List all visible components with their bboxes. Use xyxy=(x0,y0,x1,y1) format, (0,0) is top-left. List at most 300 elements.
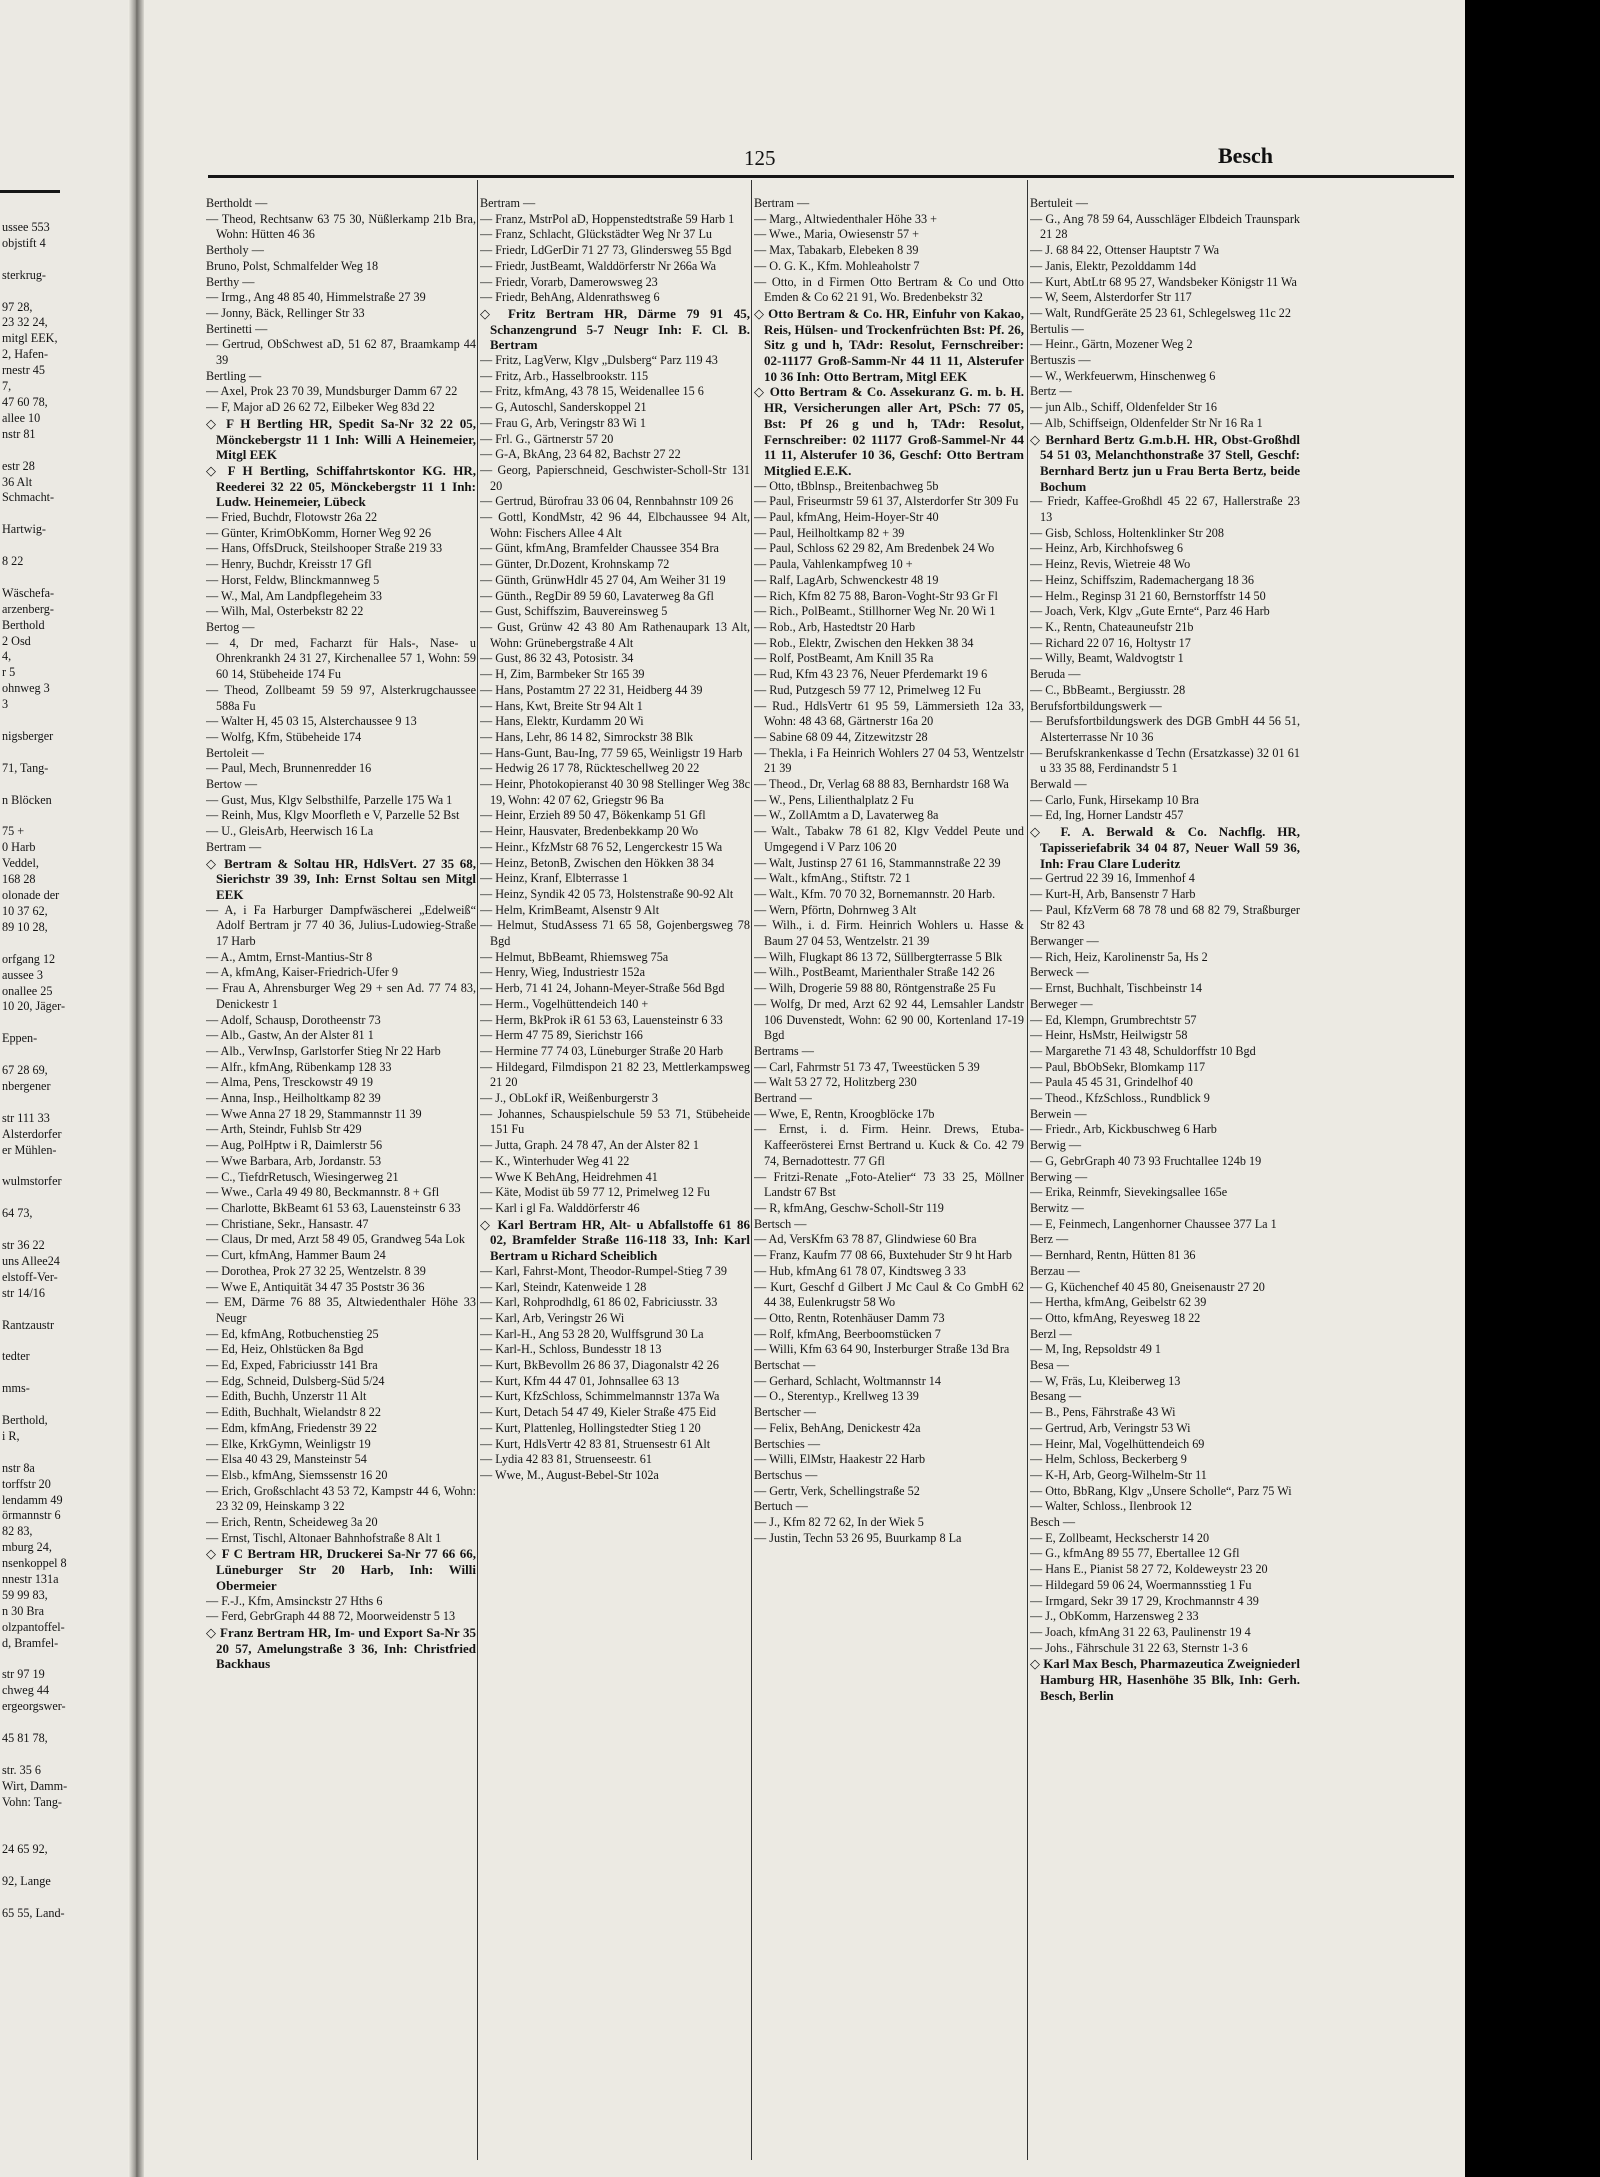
directory-entry: — Fritz, LagVerw, Klgv „Dulsberg“ Parz 119 43 xyxy=(480,353,718,368)
directory-entry: — Rob., Arb, Hastedtstr 20 Harb xyxy=(754,619,916,634)
left-page-line: 2, Hafen- xyxy=(2,347,49,362)
directory-entry: — Günter, KrimObKomm, Horner Weg 92 26 xyxy=(206,525,432,540)
left-page-line: objstift 4 xyxy=(2,235,46,250)
directory-entry: — Ed, Ing, Horner Landstr 457 xyxy=(1030,808,1184,823)
directory-entry: — Friedr., Arb, Kickbuschweg 6 Harb xyxy=(1030,1122,1217,1137)
directory-entry: — Walt., Kfm. 70 70 32, Bornemannstr. 20 Harb. xyxy=(754,886,996,901)
firm-entry: ◇ Otto Bertram & Co. HR, Einfuhr von Kakao, Reis, Hülsen- und Trockenfrüchten Bst: Pf. 26, Sitz g und h, TAdr: Resolut, Fernschreiber: 02-11177 Groß-Samm-Nr 44 11 11, Alsterufer 10 36 Inh: Otto Bertram, Mitgl EEK xyxy=(754,305,1024,384)
left-page-line: Alsterdorfer xyxy=(2,1126,62,1141)
left-page-line xyxy=(2,1222,127,1238)
firm-entry: ◇ Karl Max Besch, Pharmazeutica Zweigniederl Hamburg HR, Hasenhöhe 35 Blk, Inh: Gerh. Besch, Berlin xyxy=(1030,1656,1300,1703)
book-gutter xyxy=(128,0,144,2177)
directory-entry: — Margarethe 71 43 48, Schuldorffstr 10 Bgd xyxy=(1030,1043,1256,1058)
surname-heading: Beruda — xyxy=(1030,667,1081,682)
left-page-line: n 30 Bra xyxy=(2,1603,44,1618)
directory-entry: — Paul, Schloss 62 29 82, Am Bredenbek 24 Wo xyxy=(754,541,995,556)
left-page-line: Wirt, Damm- xyxy=(2,1778,68,1793)
left-page-line xyxy=(2,1890,127,1906)
directory-entry: — Rich., PolBeamt., Stillhorner Weg Nr. 20 Wi 1 xyxy=(754,604,996,619)
left-page-line: 0 Harb xyxy=(2,840,36,855)
directory-entry: — G., kfmAng 89 55 77, Ebertallee 12 Gfl xyxy=(1030,1546,1240,1561)
firm-entry: ◇ Karl Bertram HR, Alt- u Abfallstoffe 61 86 02, Bramfelder Straße 116-118 33, Inh: Karl Bertram u Richard Scheiblich xyxy=(480,1216,750,1264)
left-page-line: 23 32 24, xyxy=(2,315,48,330)
left-page-line: 89 10 28, xyxy=(2,919,48,934)
surname-heading: Berzau — xyxy=(1030,1263,1080,1278)
left-page-line: elstoff-Ver- xyxy=(2,1269,58,1284)
left-page-line xyxy=(2,252,127,268)
directory-entry: — Dorothea, Prok 27 32 25, Wentzelstr. 8 39 xyxy=(206,1263,426,1278)
surname-heading: Bertram — xyxy=(480,196,536,210)
left-page-line: nbergener xyxy=(2,1078,51,1093)
directory-entry: — Heinr., KfzMstr 68 76 52, Lengerckestr 15 Wa xyxy=(480,839,723,854)
left-page-line: orfgang 12 xyxy=(2,951,56,966)
directory-entry: — Heinr, Hausvater, Bredenbekkamp 20 Wo xyxy=(480,824,699,839)
directory-entry: — Günt, kfmAng, Bramfelder Chaussee 354 Bra xyxy=(480,541,719,556)
directory-entry: — Wwe, M., August-Bebel-Str 102a xyxy=(480,1467,659,1482)
directory-entry: — Heinr, Photokopieranst 40 30 98 Stellinger Weg 38c 19, Wohn: 42 07 62, Griegstr 96 Ba xyxy=(480,777,750,807)
left-page-line xyxy=(2,443,127,459)
directory-entry: — Janis, Elektr, Pezolddamm 14d xyxy=(1030,258,1197,273)
directory-entry: — G, GebrGraph 40 73 93 Fruchtallee 124b 19 xyxy=(1030,1153,1262,1168)
directory-entry: — Hildegard 59 06 24, Woermannsstieg 1 Fu xyxy=(1030,1577,1252,1592)
left-page-line xyxy=(2,1858,127,1874)
left-page-line xyxy=(2,1445,127,1461)
directory-entry: — Ad, VersKfm 63 78 87, Glindwiese 60 Bra xyxy=(754,1232,977,1247)
directory-entry: — Herm 47 75 89, Sierichstr 166 xyxy=(480,1028,643,1043)
directory-entry: — Claus, Dr med, Arzt 58 49 05, Grandweg 54a Lok xyxy=(206,1232,465,1247)
directory-entry: — Rich, Heiz, Karolinenstr 5a, Hs 2 xyxy=(1030,949,1208,964)
directory-entry: — J., ObLokf iR, Weißenburgerstr 3 xyxy=(480,1091,658,1106)
directory-entry: — Heinr, Mal, Vogelhüttendeich 69 xyxy=(1030,1436,1205,1451)
directory-entry: — Kurt, Plattenleg, Hollingstedter Stieg 1 20 xyxy=(480,1420,701,1435)
surname-heading: Berwitz — xyxy=(1030,1201,1084,1215)
directory-entry: — A, kfmAng, Kaiser-Friedrich-Ufer 9 xyxy=(206,965,398,980)
directory-entry: — Erich, Rentn, Scheideweg 3a 20 xyxy=(206,1515,378,1530)
directory-entry: — Gisb, Schloss, Holtenklinker Str 208 xyxy=(1030,525,1224,540)
directory-entry: — Bernhard, Rentn, Hütten 81 36 xyxy=(1030,1248,1196,1263)
directory-entry: — Heinz, Syndik 42 05 73, Holstenstraße 90-92 Alt xyxy=(480,886,734,901)
directory-column-3 xyxy=(754,196,1024,2161)
left-page-line: Rantzaustr xyxy=(2,1317,55,1332)
directory-entry: — K., Rentn, Chateauneufstr 21b xyxy=(1030,619,1194,634)
left-page-line xyxy=(2,1715,127,1731)
directory-entry: — Edith, Buchhalt, Wielandstr 8 22 xyxy=(206,1405,381,1420)
left-page-line xyxy=(2,284,127,300)
left-page-line xyxy=(2,1333,127,1349)
left-page-line: 47 60 78, xyxy=(2,394,48,409)
surname-heading: Bertog — xyxy=(206,619,255,634)
directory-entry: — Johannes, Schauspielschule 59 53 71, Stübeheide 151 Fu xyxy=(480,1106,750,1137)
directory-entry: — Helmut, BbBeamt, Rhiemsweg 75a xyxy=(480,949,669,964)
left-page-line: nnestr 131a xyxy=(2,1572,59,1587)
directory-entry: — Friedr, BehAng, Aldenrathsweg 6 xyxy=(480,290,660,305)
directory-entry: — Wwe Barbara, Arb, Jordanstr. 53 xyxy=(206,1153,382,1168)
left-page-line: 82 83, xyxy=(2,1524,33,1539)
directory-entry: — A, i Fa Harburger Dampfwäscherei „Edelweiß“ Adolf Bertram jr 77 40 36, Julius-Ludowieg-Straße 17 Harb xyxy=(206,902,476,949)
directory-entry: — Wwe K BehAng, Heidrehmen 41 xyxy=(480,1169,658,1184)
left-page-line: str 14/16 xyxy=(2,1285,45,1300)
firm-entry: ◇ Otto Bertram & Co. Assekuranz G. m. b. H. HR, Versicherungen aller Art, PSch: 77 05, Bst: Pf 26 g und h, TAdr: Resolut, Fernschreiber: 02 11177 Groß-Sammel-Nr 44 11 11, Alsterufer 10 36, Geschf: Otto Bertram Mitglied E.E.K. xyxy=(754,384,1024,478)
left-page-line: torffstr 20 xyxy=(2,1476,51,1491)
surname-heading: Bertinetti — xyxy=(206,321,268,336)
directory-entry: — Joach, Verk, Klgv „Gute Ernte“, Parz 46 Harb xyxy=(1030,604,1270,619)
left-page-text xyxy=(2,220,127,1922)
directory-entry: — Ed, Heiz, Ohlstücken 8a Bgd xyxy=(206,1342,364,1357)
left-page-line: r 5 xyxy=(2,665,16,680)
directory-entry: — Karl, Steindr, Katenweide 1 28 xyxy=(480,1279,647,1294)
directory-entry: — Gerhard, Schlacht, Woltmannstr 14 xyxy=(754,1373,941,1388)
left-page-line: mms- xyxy=(2,1381,30,1396)
directory-entry: — Kurt, Kfm 44 47 01, Johnsallee 63 13 xyxy=(480,1373,680,1388)
directory-entry: — Fritzi-Renate „Foto-Atelier“ 73 33 25, Möllner Landstr 67 Bst xyxy=(754,1169,1024,1200)
directory-entry: — Gust, 86 32 43, Potosistr. 34 xyxy=(480,651,634,666)
directory-entry: — Franz, Schlacht, Glückstädter Weg Nr 37 Lu xyxy=(480,227,712,242)
surname-heading: Besang — xyxy=(1030,1389,1082,1404)
surname-heading: Berweck — xyxy=(1030,965,1089,980)
directory-entry: — Aug, PolHptw i R, Daimlerstr 56 xyxy=(206,1138,383,1153)
directory-entry: — Kurt, BkBevollm 26 86 37, Diagonalstr 42 26 xyxy=(480,1358,719,1373)
surname-heading: Berufsfortbildungswerk — xyxy=(1030,698,1162,713)
left-page-line: ohnweg 3 xyxy=(2,681,50,696)
left-page-line: örmannstr 6 xyxy=(2,1508,61,1523)
left-page-line: lendamm 49 xyxy=(2,1492,63,1507)
left-page-line: 8 22 xyxy=(2,554,24,569)
left-page-line xyxy=(2,1158,127,1174)
surname-heading: Berwig — xyxy=(1030,1138,1082,1153)
directory-entry: — Kurt, Geschf d Gilbert J Mc Caul & Co GmbH 62 44 38, Eulenkrugstr 58 Wo xyxy=(754,1279,1024,1310)
left-page-line: Veddel, xyxy=(2,856,39,871)
directory-entry: — Karl-H., Schloss, Bundesstr 18 13 xyxy=(480,1342,662,1357)
left-page-line: 45 81 78, xyxy=(2,1731,48,1746)
directory-entry: — Carl, Fahrmstr 51 73 47, Tweestücken 5 39 xyxy=(754,1059,980,1074)
directory-entry: — Edm, kfmAng, Friedenstr 39 22 xyxy=(206,1420,377,1435)
left-page-line: nstr 8a xyxy=(2,1460,35,1475)
directory-entry: — Paul, Mech, Brunnenredder 16 xyxy=(206,761,372,776)
directory-entry: — Hedwig 26 17 78, Rückteschellweg 20 22 xyxy=(480,761,700,776)
directory-entry: — Gertrud, Arb, Veringstr 53 Wi xyxy=(1030,1420,1191,1435)
surname-heading: Besa — xyxy=(1030,1358,1069,1373)
left-page-line: wulmstorfer xyxy=(2,1174,62,1189)
directory-entry: — Hans, OffsDruck, Steilshooper Straße 219 33 xyxy=(206,541,443,556)
directory-entry: — Arth, Steindr, Fuhlsb Str 429 xyxy=(206,1122,362,1137)
directory-entry: — W., Mal, Am Landpflegeheim 33 xyxy=(206,588,383,603)
firm-entry: ◇ F H Bertling, Schiffahrtskontor KG. HR, Reederei 32 22 05, Mönckebergstr 11 1 Inh: Ludw. Heinemeier, Lübeck xyxy=(206,462,476,510)
directory-entry: — Elsb., kfmAng, Siemssenstr 16 20 xyxy=(206,1467,388,1482)
directory-entry: — Alb., VerwInsp, Garlstorfer Stieg Nr 22 Harb xyxy=(206,1043,441,1058)
left-page-line: 75 + xyxy=(2,824,25,839)
left-page-line: 3 xyxy=(2,697,9,712)
surname-heading: Bertrand — xyxy=(754,1091,812,1106)
left-page-line: n Blöcken xyxy=(2,792,52,807)
left-page-line: 36 Alt xyxy=(2,474,33,489)
left-page-line: er Mühlen- xyxy=(2,1142,57,1157)
directory-entry: — Kurt-H, Arb, Bansenstr 7 Harb xyxy=(1030,886,1196,901)
directory-entry: — C., BbBeamt., Bergiusstr. 28 xyxy=(1030,682,1186,697)
left-page-line xyxy=(2,936,127,952)
directory-entry: — Theod, Zollbeamt 59 59 97, Alsterkrugchaussee 588a Fu xyxy=(206,682,476,713)
directory-entry: — Karl i gl Fa. Walddörferstr 46 xyxy=(480,1201,640,1215)
directory-entry: — Rolf, kfmAng, Beerboomstücken 7 xyxy=(754,1326,941,1341)
left-page-line: nstr 81 xyxy=(2,426,36,441)
left-page-line: str 111 33 xyxy=(2,1110,50,1125)
left-page-line: 65 55, Land- xyxy=(2,1906,65,1921)
directory-entry: — Anna, Insp., Heilholtkamp 82 39 xyxy=(206,1091,381,1106)
directory-entry: — Jonny, Bäck, Rellinger Str 33 xyxy=(206,305,365,320)
directory-entry: — Paul, KfzVerm 68 78 78 und 68 82 79, Straßburger Str 82 43 xyxy=(1030,902,1300,933)
left-page-line: 2 Osd xyxy=(2,633,31,648)
left-page-line xyxy=(2,1827,127,1843)
left-page-line xyxy=(2,506,127,522)
directory-entry: — Wwe., Carla 49 49 80, Beckmannstr. 8 + Gfl xyxy=(206,1185,440,1200)
directory-entry: — Elke, KrkGymn, Weinligstr 19 xyxy=(206,1436,371,1451)
surname-heading: Bertholy — xyxy=(206,243,264,258)
scan-border xyxy=(1465,0,1600,2177)
directory-entry: — Käte, Modist üb 59 77 12, Primelweg 12 Fu xyxy=(480,1185,710,1200)
directory-entry: — Adolf, Schausp, Dorotheenstr 73 xyxy=(206,1012,381,1027)
left-page-line: 10 37 62, xyxy=(2,903,48,918)
directory-entry: — Paul, Heilholtkamp 82 + 39 xyxy=(754,525,905,540)
directory-entry: — Heinz, BetonB, Zwischen den Hökken 38 34 xyxy=(480,855,714,870)
left-page-line: allee 10 xyxy=(2,410,41,425)
directory-entry: — Richard 22 07 16, Holtystr 17 xyxy=(1030,635,1191,650)
left-page-line xyxy=(2,777,127,793)
directory-entry: — Curt, kfmAng, Hammer Baum 24 xyxy=(206,1248,386,1263)
surname-heading: Bertsch — xyxy=(754,1216,807,1231)
directory-entry: — Franz, Kaufm 77 08 66, Buxtehuder Str 9 ht Harb xyxy=(754,1248,1012,1263)
directory-entry: — Thekla, i Fa Heinrich Wohlers 27 04 53, Wentzelstr 21 39 xyxy=(754,745,1024,776)
directory-entry: — Rich, Kfm 82 75 88, Baron-Voght-Str 93 Gr Fl xyxy=(754,588,998,603)
directory-entry: — Marg., Altwiedenthaler Höhe 33 + xyxy=(754,211,937,226)
surname-heading: Bertoleit — xyxy=(206,745,264,760)
directory-entry: — Ralf, LagArb, Schwenckestr 48 19 xyxy=(754,572,939,587)
directory-entry: — Kurt, AbtLtr 68 95 27, Wandsbeker Königstr 11 Wa xyxy=(1030,274,1297,289)
directory-entry: — Ed, kfmAng, Rotbuchenstieg 25 xyxy=(206,1326,379,1341)
directory-entry: — Franz, MstrPol aD, Hoppenstedtstraße 59 Harb 1 xyxy=(480,211,735,226)
left-page-line: str 97 19 xyxy=(2,1667,45,1682)
surname-heading: Besch — xyxy=(1030,1515,1076,1530)
surname-heading: Bertschat — xyxy=(754,1358,816,1373)
directory-entry: — Hans, Kwt, Breite Str 94 Alt 1 xyxy=(480,698,643,713)
directory-entry: — Ferd, GebrGraph 44 88 72, Moorweidenstr 5 13 xyxy=(206,1609,456,1624)
left-page-line: 92, Lange xyxy=(2,1874,51,1889)
directory-entry: — Gust, Grünw 42 43 80 Am Rathenaupark 13 Alt, Wohn: Grünebergstraße 4 Alt xyxy=(480,619,750,650)
left-page-line: aussee 3 xyxy=(2,967,43,982)
left-page-line: mitgl EEK, xyxy=(2,331,58,346)
directory-entry: — Theod, Rechtsanw 63 75 30, Nüßlerkamp 21b Bra, Wohn: Hütten 46 36 xyxy=(206,211,476,242)
directory-entry: — Jutta, Graph. 24 78 47, An der Alster 82 1 xyxy=(480,1138,700,1153)
directory-entry: — Alfr., kfmAng, Rübenkamp 128 33 xyxy=(206,1059,392,1074)
directory-entry: — Helmut, StudAssess 71 65 58, Gojenbergsweg 78 Bgd xyxy=(480,918,750,949)
directory-entry: — Herm., Vogelhüttendeich 140 + xyxy=(480,996,649,1011)
directory-entry: — Frl. G., Gärtnerstr 57 20 xyxy=(480,431,614,446)
directory-entry: — Ed, Klempn, Grumbrechtstr 57 xyxy=(1030,1012,1197,1027)
directory-entry: — Hans, Postamtm 27 22 31, Heidberg 44 39 xyxy=(480,682,703,697)
directory-entry: — Edg, Schneid, Dulsberg-Süd 5/24 xyxy=(206,1373,385,1388)
left-page-line: mburg 24, xyxy=(2,1540,52,1555)
directory-entry: — Wilh, Mal, Osterbekstr 82 22 xyxy=(206,604,364,619)
left-page-line xyxy=(2,745,127,761)
directory-entry: — Günth., RegDir 89 59 60, Lavaterweg 8a Gfl xyxy=(480,588,714,603)
directory-entry: — Kurt, HdlsVertr 42 83 81, Struensestr 61 Alt xyxy=(480,1436,711,1451)
left-page-line: olonade der xyxy=(2,888,60,903)
left-page-line xyxy=(2,1811,127,1827)
directory-entry: — Karl, Fahrst-Mont, Theodor-Rumpel-Stieg 7 39 xyxy=(480,1263,727,1278)
directory-entry: — J., ObKomm, Harzensweg 2 33 xyxy=(1030,1609,1199,1624)
directory-entry: — Berufsfortbildungswerk des DGB GmbH 44 56 51, Alsterterrasse Nr 10 36 xyxy=(1030,714,1300,744)
directory-entry: — Reinh, Mus, Klgv Moorfleth e V, Parzelle 52 Bst xyxy=(206,808,460,823)
directory-entry: — R, kfmAng, Geschw-Scholl-Str 119 xyxy=(754,1201,944,1215)
surname-heading: Berz — xyxy=(1030,1232,1069,1247)
surname-heading: Berwanger — xyxy=(1030,934,1099,949)
directory-entry: — Ernst, Buchhalt, Tischbeinstr 14 xyxy=(1030,981,1202,996)
directory-entry: — G, Küchenchef 40 45 80, Gneisenaustr 27 20 xyxy=(1030,1279,1265,1294)
directory-entry: — Wolfg, Dr med, Arzt 62 92 44, Lemsahler Landstr 106 Duvenstedt, Wohn: 62 90 00, Kortenland 17-19 Bgd xyxy=(754,996,1024,1043)
directory-entry: — Fritz, kfmAng, 43 78 15, Weidenallee 15 6 xyxy=(480,384,704,399)
directory-entry: — W., Pens, Lilienthalplatz 2 Fu xyxy=(754,792,914,807)
left-page-line xyxy=(2,1095,127,1111)
left-page-line: uns Allee24 xyxy=(2,1253,60,1268)
left-page-line: olzpantoffel- xyxy=(2,1619,65,1634)
directory-entry: — U., GleisArb, Heerwisch 16 La xyxy=(206,824,374,839)
surname-heading: Berweger — xyxy=(1030,996,1093,1011)
left-page-line xyxy=(2,1190,127,1206)
column-divider xyxy=(751,180,752,2160)
directory-entry: — Friedr, LdGerDir 71 27 73, Glindersweg 55 Bgd xyxy=(480,243,732,258)
directory-entry: — Sabine 68 09 44, Zitzewitzstr 28 xyxy=(754,729,928,744)
firm-entry: ◇ F C Bertram HR, Druckerei Sa-Nr 77 66 66, Lüneburger Str 20 Harb, Inh: Willi Obermeier xyxy=(206,1546,476,1593)
directory-entry: — Irmgard, Sekr 39 17 29, Krochmannstr 4 39 xyxy=(1030,1593,1259,1608)
directory-entry: — Otto, kfmAng, Reyesweg 18 22 xyxy=(1030,1310,1201,1325)
directory-entry: — Rud, Kfm 43 23 76, Neuer Pferdemarkt 19 6 xyxy=(754,667,988,682)
left-page-line: 7, xyxy=(2,379,12,394)
directory-entry: — Helm., Reginsp 31 21 60, Bernstorffstr 14 50 xyxy=(1030,588,1266,603)
directory-entry: — Ed, Exped, Fabriciusstr 141 Bra xyxy=(206,1358,378,1373)
surname-heading: Bertuch — xyxy=(754,1499,808,1514)
directory-entry: — Hans, Lehr, 86 14 82, Simrockstr 38 Blk xyxy=(480,729,694,744)
directory-entry: — O. G. K., Kfm. Mohleaholstr 7 xyxy=(754,258,920,273)
left-page-line xyxy=(2,809,127,825)
directory-entry: — Willi, ElMstr, Haakestr 22 Harb xyxy=(754,1452,926,1467)
directory-entry: — Gust, Mus, Klgv Selbsthilfe, Parzelle 175 Wa 1 xyxy=(206,792,453,807)
directory-entry: — Wilh, Flugkapt 86 13 72, Süllbergterrasse 5 Blk xyxy=(754,949,1003,964)
directory-entry: — Paul, BbObSekr, Blomkamp 117 xyxy=(1030,1059,1206,1074)
directory-entry: — Günter, Dr.Dozent, Krohnskamp 72 xyxy=(480,557,670,572)
column-divider xyxy=(477,180,478,2160)
left-page-line: estr 28 xyxy=(2,458,35,473)
directory-entry: — Hub, kfmAng 61 78 07, Kindtsweg 3 33 xyxy=(754,1263,966,1278)
directory-entry: — Paula 45 45 31, Grindelhof 40 xyxy=(1030,1075,1193,1090)
directory-entry: — Willy, Beamt, Waldvogtstr 1 xyxy=(1030,651,1184,666)
page-number: 125 xyxy=(744,146,776,170)
directory-entry: — J., Kfm 82 72 62, In der Wiek 5 xyxy=(754,1515,924,1530)
directory-entry: — Wern, Pförtn, Dohrnweg 3 Alt xyxy=(754,902,917,917)
directory-entry: — Heinr., Gärtn, Mozener Weg 2 xyxy=(1030,337,1193,352)
surname-heading: Bertschus — xyxy=(754,1467,818,1482)
left-page-line xyxy=(2,570,127,586)
directory-entry: — Alb, Schiffseign, Oldenfelder Str Nr 16 Ra 1 xyxy=(1030,415,1263,430)
directory-entry: — Hertha, kfmAng, Geibelstr 62 39 xyxy=(1030,1295,1207,1310)
left-page-line: Vohn: Tang- xyxy=(2,1794,62,1809)
directory-entry: — Fried, Buchdr, Flotowstr 26a 22 xyxy=(206,510,378,525)
directory-entry: — jun Alb., Schiff, Oldenfelder Str 16 xyxy=(1030,400,1217,415)
left-page-line xyxy=(2,1365,127,1381)
directory-entry: — E, Feinmech, Langenhorner Chaussee 377 La 1 xyxy=(1030,1216,1277,1231)
directory-entry: — G-A, BkAng, 23 64 82, Bachstr 27 22 xyxy=(480,447,681,462)
directory-entry: — Erich, Großschlacht 43 53 72, Kampstr 44 6, Wohn: 23 32 09, Heinskamp 3 22 xyxy=(206,1483,476,1514)
left-page-line: Hartwig- xyxy=(2,522,46,537)
left-page-line: ussee 553 xyxy=(2,220,50,234)
directory-entry: — Max, Tabakarb, Elebeken 8 39 xyxy=(754,243,919,258)
directory-entry: — W., ZollAmtm a D, Lavaterweg 8a xyxy=(754,808,939,823)
directory-entry: — Heinr, Erzieh 89 50 47, Bökenkamp 51 Gfl xyxy=(480,808,706,823)
surname-heading: Bertuszis — xyxy=(1030,353,1091,368)
directory-entry: — Walt., kfmAng., Stiftstr. 72 1 xyxy=(754,871,911,886)
directory-column-1 xyxy=(206,196,476,2161)
left-page-line xyxy=(2,538,127,554)
directory-entry: — Christiane, Sekr., Hansastr. 47 xyxy=(206,1216,369,1231)
directory-entry: — Günth, GrünwHdlr 45 27 04, Am Weiher 31 19 xyxy=(480,572,726,587)
directory-entry: — H, Zim, Barmbeker Str 165 39 xyxy=(480,667,645,682)
directory-entry: — E, Zollbeamt, Heckscherstr 14 20 xyxy=(1030,1530,1210,1545)
left-page-line: sterkrug- xyxy=(2,267,46,282)
directory-entry: — Rud., HdlsVertr 61 95 59, Lämmersieth 12a 33, Wohn: 48 43 68, Gärtnerstr 16a 20 xyxy=(754,698,1024,729)
directory-entry: — Otto, Rentn, Rotenhäuser Damm 73 xyxy=(754,1310,945,1325)
directory-entry: — Wwe E, Antiquität 34 47 35 Poststr 36 36 xyxy=(206,1279,425,1294)
firm-entry: ◇ Bertram & Soltau HR, HdlsVert. 27 35 68, Sierichstr 39 39, Inh: Ernst Soltau sen Mitgl EEK xyxy=(206,855,476,902)
directory-entry: — Willi, Kfm 63 64 90, Insterburger Straße 13d Bra xyxy=(754,1342,1010,1357)
left-page-line: 59 99 83, xyxy=(2,1587,48,1602)
left-page-line: 10 20, Jäger- xyxy=(2,999,66,1014)
surname-heading: Bertscher — xyxy=(754,1405,816,1420)
directory-entry: — M, Ing, Repsoldstr 49 1 xyxy=(1030,1342,1162,1357)
surname-heading: Bertram — xyxy=(206,839,262,854)
directory-entry: — Paula, Vahlenkampfweg 10 + xyxy=(754,557,913,572)
surname-heading: Bertholdt — xyxy=(206,196,268,210)
directory-entry: — Walt, RundfGeräte 25 23 61, Schlegelsweg 11c 22 xyxy=(1030,305,1291,320)
directory-column-2 xyxy=(480,196,750,2161)
directory-entry: — W., Werkfeuerwm, Hinschenweg 6 xyxy=(1030,368,1216,383)
firm-entry: ◇ Franz Bertram HR, Im- und Export Sa-Nr 35 20 57, Amelungstraße 3 36, Inh: Christfried Backhaus xyxy=(206,1624,476,1672)
left-page-line: Berthold xyxy=(2,617,45,632)
directory-entry: — Paul, Friseurmstr 59 61 37, Alsterdorfer Str 309 Fu xyxy=(754,494,1019,509)
left-page-line: 24 65 92, xyxy=(2,1842,48,1857)
directory-entry: — Karl, Arb, Veringstr 26 Wi xyxy=(480,1310,625,1325)
directory-entry: — Kurt, Detach 54 47 49, Kieler Straße 475 Eid xyxy=(480,1405,716,1420)
directory-page xyxy=(144,0,1465,2177)
directory-entry: — Helm, KrimBeamt, Alsenstr 9 Alt xyxy=(480,902,660,917)
surname-heading: Bertram — xyxy=(754,196,810,210)
left-page-line xyxy=(2,1747,127,1763)
directory-entry: — Friedr, Kaffee-Großhdl 45 22 67, Hallerstraße 23 13 xyxy=(1030,494,1300,525)
left-page-line: Berthold, xyxy=(2,1412,48,1427)
directory-entry: — Ernst, Tischl, Altonaer Bahnhofstraße 8 Alt 1 xyxy=(206,1530,442,1545)
directory-entry: — Walt, Justinsp 27 61 16, Stammannstraße 22 39 xyxy=(754,855,1001,870)
directory-entry: — Gertr, Verk, Schellingstraße 52 xyxy=(754,1483,920,1498)
directory-entry: — K., Winterhuder Weg 41 22 xyxy=(480,1153,630,1168)
column-divider xyxy=(1027,180,1028,2160)
left-page-line: Wäschefa- xyxy=(2,585,55,600)
directory-entry: — Johs., Fährschule 31 22 63, Sternstr 1-3 6 xyxy=(1030,1640,1248,1655)
directory-entry: — G., Ang 78 59 64, Ausschläger Elbdeich Traunspark 21 28 xyxy=(1030,211,1300,242)
directory-entry: — Justin, Techn 53 26 95, Buurkamp 8 La xyxy=(754,1530,962,1545)
directory-entry: — Heinz, Arb, Kirchhofsweg 6 xyxy=(1030,541,1183,556)
directory-entry: — Irmg., Ang 48 85 40, Himmelstraße 27 39 xyxy=(206,290,426,305)
directory-entry: — Ernst, i. d. Firm. Heinr. Drews, Etuba-Kaffeerösterei Ernst Bertrand u. Kuck & Co. 42 79 74, Bernadottestr. 77 Gfl xyxy=(754,1122,1024,1168)
directory-entry: — Theod., KfzSchloss., Rundblick 9 xyxy=(1030,1091,1210,1106)
left-page-line: 4, xyxy=(2,649,12,664)
directory-entry: — Fritz, Arb., Hasselbrookstr. 115 xyxy=(480,368,649,383)
left-page-line: ergeorgswer- xyxy=(2,1699,66,1714)
